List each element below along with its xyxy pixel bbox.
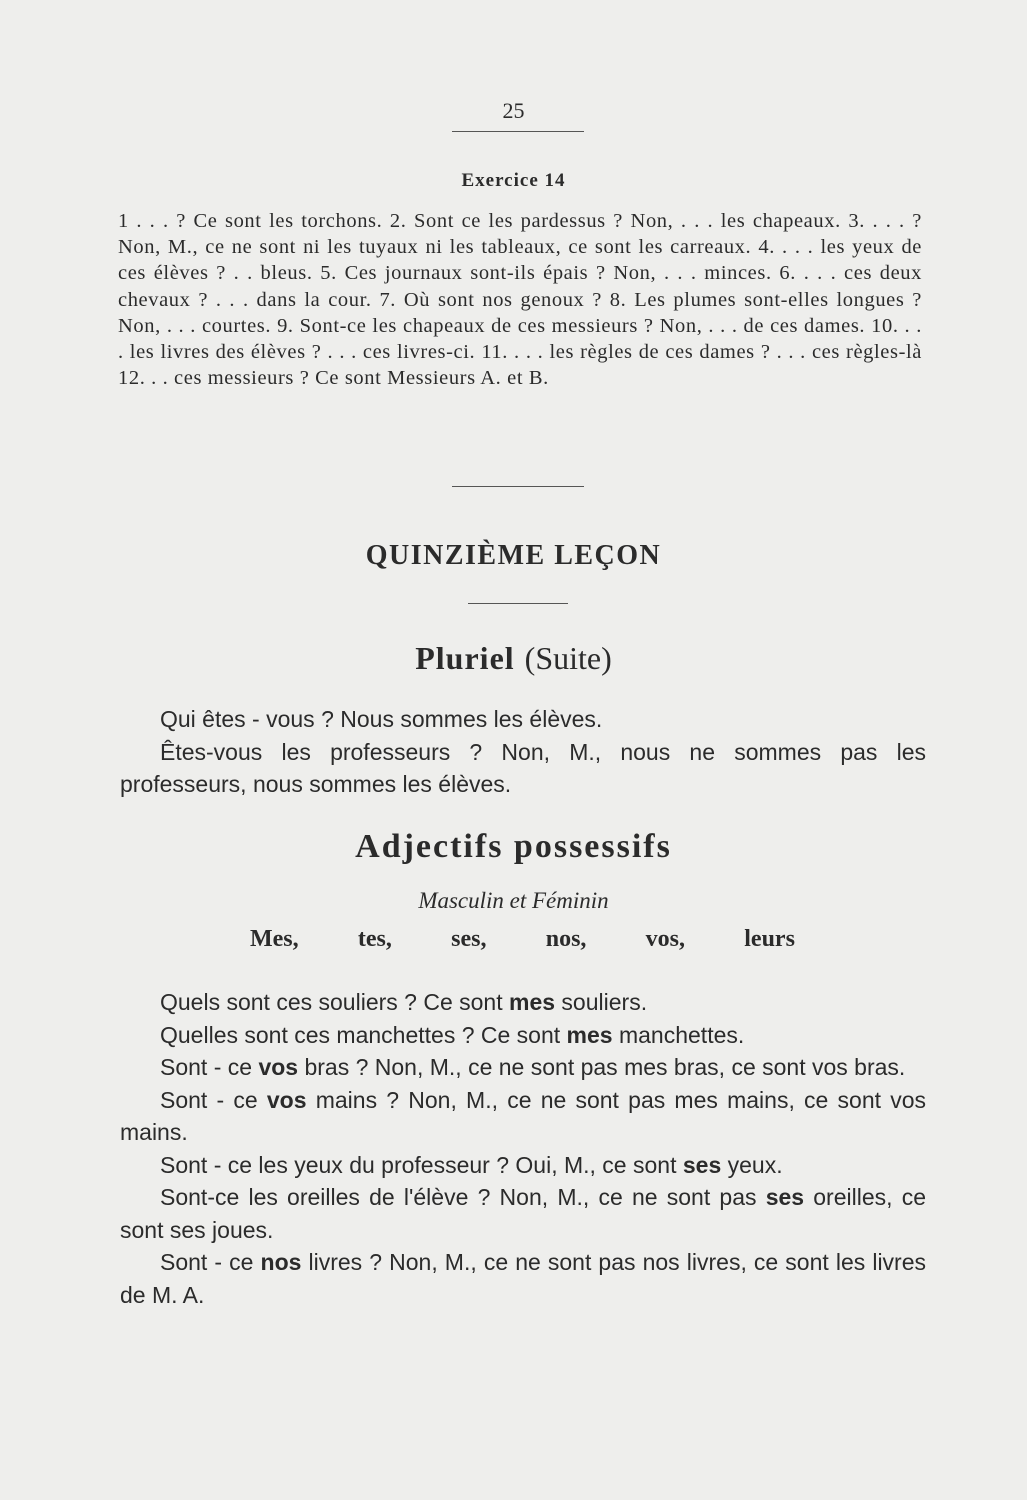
- form-nos: nos,: [545, 926, 587, 952]
- example-keyword: nos: [260, 1249, 302, 1275]
- exercise-title: Exercice 14: [461, 170, 566, 191]
- example-text: yeux.: [721, 1151, 783, 1178]
- example-line: [120, 1084, 926, 1149]
- example-keyword: ses: [765, 1184, 805, 1210]
- pluriel-paragraph-1: Qui êtes - vous ? Nous sommes les élèves.: [160, 706, 603, 732]
- lesson-rule: [468, 603, 568, 604]
- adjectifs-heading: Adjectifs possessifs: [355, 828, 672, 865]
- exercise-text: [118, 208, 922, 391]
- example-text: mains ? Non, M., ce ne sont pas mes mains, ce sont vos mains.: [120, 1086, 926, 1145]
- pluriel-subtitle: (Suite): [524, 640, 612, 676]
- form-tes: tes,: [357, 926, 392, 952]
- examples-text: [120, 986, 926, 1311]
- example-text: souliers.: [555, 989, 648, 1015]
- pluriel-paragraph-2: Êtes-vous les professeurs ? Non, M., nous ne sommes pas les professeurs, nous sommes les élèves.: [120, 738, 926, 797]
- example-keyword: vos: [258, 1054, 299, 1080]
- example-keyword: mes: [509, 989, 556, 1015]
- pluriel-text: [120, 703, 926, 801]
- example-line: [120, 1019, 926, 1052]
- example-line: [120, 986, 926, 1019]
- lesson-title: QUINZIÈME LEÇON: [365, 540, 662, 571]
- example-text: Sont - ce: [160, 1249, 261, 1275]
- example-line: [120, 1051, 926, 1084]
- page-number: 25: [502, 98, 525, 123]
- example-line: [120, 1149, 926, 1182]
- pluriel-heading: [0, 640, 1027, 677]
- gender-label: Masculin et Féminin: [418, 888, 609, 913]
- example-text: livres ? Non, M., ce ne sont pas nos livres, ce sont les livres de M. A.: [120, 1249, 927, 1308]
- section-rule: [452, 486, 584, 487]
- example-keyword: ses: [682, 1151, 722, 1178]
- pluriel-title: Pluriel: [415, 640, 515, 676]
- example-text: Sont - ce les yeux du professeur ? Oui, M., ce sont: [160, 1151, 683, 1178]
- example-text: oreilles, ce sont ses joues.: [120, 1184, 926, 1243]
- example-line: [120, 1246, 926, 1311]
- example-text: bras ? Non, M., ce ne sont pas mes bras, ce sont vos bras.: [298, 1054, 906, 1080]
- exercise-paragraph: 1 . . . ? Ce sont les torchons. 2. Sont ce les pardessus ? Non, . . . les chapeaux. 3. . . . ? Non, M., ce ne sont ni les tuyaux ni les tableaux, ce sont les carreaux. 4. . . . les yeux de ces élèves ? . . bleus. 5. Ces journaux sont-ils épais ? Non, . . . minces. 6. . . . ces deux chevaux ? . . . dans la cour. 7. Où sont nos genoux ? 8. Les plumes sont-elles longues ? Non, . . . courtes. 9. Sont-ce les chapeaux de ces messieurs ? Non, . . . de ces dames. 10. . . . les livres des élèves ? . . . ces livres-ci. 11. . . . les règles de ces dames ? . . . ces règles-là 12. . . ces messieurs ? Ce sont Messieurs A. et B.: [118, 210, 922, 390]
- example-text: Sont-ce les oreilles de l'élève ? Non, M., ce ne sont pas: [160, 1184, 766, 1210]
- header-rule: [452, 131, 584, 132]
- form-ses: ses,: [451, 926, 487, 952]
- example-text: Quels sont ces souliers ? Ce sont: [160, 989, 509, 1015]
- form-mes: Mes,: [250, 926, 299, 952]
- possessive-forms: [250, 926, 795, 953]
- form-vos: vos,: [645, 926, 686, 952]
- example-text: Sont - ce: [160, 1054, 259, 1080]
- example-keyword: vos: [266, 1086, 307, 1113]
- example-keyword: mes: [566, 1021, 613, 1048]
- example-line: [120, 1181, 926, 1246]
- form-leurs: leurs: [744, 926, 795, 952]
- example-text: manchettes.: [612, 1021, 745, 1048]
- example-text: Quelles sont ces manchettes ? Ce sont: [160, 1021, 567, 1048]
- example-text: Sont - ce: [160, 1086, 267, 1113]
